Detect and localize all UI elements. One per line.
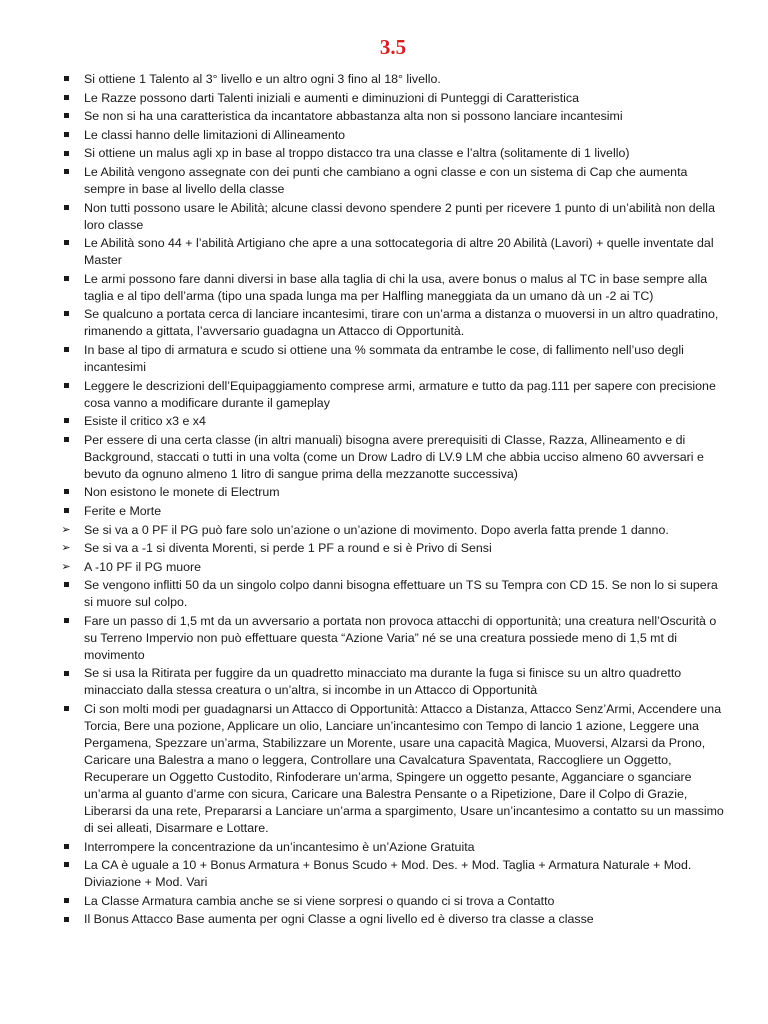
square-bullet-icon [60, 342, 72, 359]
list-item [58, 164, 728, 198]
list-item-text: Se si va a 0 PF il PG può fare solo un’azione o un’azione di movimento. Dopo averla fatta prende 1 danno. [84, 522, 669, 537]
square-bullet-icon [60, 665, 72, 682]
list-item-text: Non tutti possono usare le Abilità; alcune classi devono spendere 2 punti per ricevere 1 punto di un’abilità non della loro classe [84, 200, 715, 232]
list-item [58, 839, 728, 856]
list-item-text: Le classi hanno delle limitazioni di Allineamento [84, 127, 346, 142]
square-bullet-icon [60, 145, 72, 162]
square-bullet-icon [60, 503, 72, 520]
sub-list-item [58, 540, 728, 557]
list-item [58, 911, 728, 928]
list-item-text: Se si usa la Ritirata per fuggire da un quadretto minacciato ma durante la fuga si finisce su un altro quadretto minacciato dalla stessa creatura o un’altra, si incombe in un Attacco di Opportunità [84, 666, 682, 698]
list-item [58, 613, 728, 664]
bullet-list [58, 71, 728, 928]
list-item-text: La Classe Armatura cambia anche se si viene sorpresi o quando ci si trova a Contatto [84, 893, 555, 908]
square-bullet-icon [60, 893, 72, 910]
square-bullet-icon [60, 164, 72, 181]
list-item [58, 342, 728, 376]
square-bullet-icon [60, 857, 72, 874]
list-item-text: Le Razze possono darti Talenti iniziali e aumenti e diminuzioni di Punteggi di Caratteristica [84, 90, 579, 105]
list-item-text: In base al tipo di armatura e scudo si ottiene una % sommata da entrambe le cose, di fallimento nell’uso degli incantesimi [84, 342, 684, 374]
square-bullet-icon [60, 839, 72, 856]
arrow-bullet-icon: ➢ [61, 523, 71, 536]
list-item [58, 71, 728, 88]
list-item [58, 235, 728, 269]
list-item [58, 893, 728, 910]
list-item [58, 200, 728, 234]
list-item [58, 271, 728, 305]
list-item-text: Si ottiene 1 Talento al 3° livello e un altro ogni 3 fino al 18° livello. [84, 72, 441, 86]
list-item-text: Esiste il critico x3 e x4 [84, 414, 206, 429]
list-item [58, 145, 728, 162]
list-item [58, 857, 728, 891]
list-item-text: Se si va a -1 si diventa Morenti, si perde 1 PF a round e si è Privo di Sensi [84, 541, 492, 556]
sub-list-item [58, 522, 728, 539]
square-bullet-icon [60, 200, 72, 217]
list-item [58, 432, 728, 483]
square-bullet-icon [60, 613, 72, 630]
list-item-text: Se non si ha una caratteristica da incantatore abbastanza alta non si possono lanciare incantesimi [84, 109, 623, 124]
list-item [58, 90, 728, 107]
list-item-text: Il Bonus Attacco Base aumenta per ogni Classe a ogni livello ed è diverso tra classe a classe [84, 912, 594, 927]
list-item-text: La CA è uguale a 10 + Bonus Armatura + Bonus Scudo + Mod. Des. + Mod. Taglia + Armatura Naturale + Mod. Diviazione + Mod. Vari [84, 858, 692, 890]
square-bullet-icon [60, 235, 72, 252]
list-item [58, 413, 728, 430]
list-item-text: Ferite e Morte [84, 503, 162, 518]
list-item [58, 108, 728, 125]
list-item-text: Si ottiene un malus agli xp in base al troppo distacco tra una classe e l’altra (solitamente di 1 livello) [84, 146, 630, 161]
square-bullet-icon [60, 127, 72, 144]
list-item [58, 665, 728, 699]
list-item-text: Le armi possono fare danni diversi in base alla taglia di chi la usa, avere bonus o malus al TC in base sempre alla taglia e al tipo dell’arma (tipo una spada lunga ma per Halfling maneggiata da un umano dà un -2 ai TC) [84, 271, 708, 303]
page-title: 3.5 [379, 35, 407, 59]
square-bullet-icon [60, 108, 72, 125]
list-item-text: Le Abilità vengono assegnate con dei punti che cambiano a ogni classe e con un sistema di Cap che aumenta sempre in base al livello della classe [84, 164, 688, 196]
list-item-text: Non esistono le monete di Electrum [84, 485, 280, 500]
sub-list-item [58, 559, 728, 576]
list-item-text: Interrompere la concentrazione da un’incantesimo è un’Azione Gratuita [84, 839, 475, 854]
arrow-bullet-icon: ➢ [61, 542, 71, 555]
arrow-bullet-icon: ➢ [61, 560, 71, 573]
list-item-text: Le Abilità sono 44 + l’abilità Artigiano che apre a una sottocategoria di altre 20 Abilità (Lavori) + quelle inventate dal Master [84, 236, 714, 268]
list-item [58, 503, 728, 520]
square-bullet-icon [60, 701, 72, 718]
square-bullet-icon [60, 413, 72, 430]
square-bullet-icon [60, 484, 72, 501]
list-item [58, 306, 728, 340]
list-item [58, 484, 728, 501]
list-item [58, 127, 728, 144]
list-item-text: Se qualcuno a portata cerca di lanciare incantesimi, tirare con un’arma a distanza o muoversi in un altro quadratino, rimanendo a gittata, l’avversario guadagna un Attacco di Opportunità. [84, 307, 719, 339]
list-item-text: Fare un passo di 1,5 mt da un avversario a portata non provoca attacchi di opportunità; una creatura nell’Oscurità o su Terreno Impervio non può effettuare questa “Azione Varia” né se una creatura possiede meno di 1,5 mt di movimento [84, 613, 717, 662]
list-item-text: A -10 PF il PG muore [84, 559, 202, 574]
square-bullet-icon [60, 577, 72, 594]
list-item [58, 378, 728, 412]
list-item-text: Leggere le descrizioni dell’Equipaggiamento comprese armi, armature e tutto da pag.111 per sapere con precisione cosa vanno a modificare durante il gameplay [84, 378, 716, 410]
list-item [58, 577, 728, 611]
square-bullet-icon [60, 911, 72, 928]
list-item-text: Se vengono inflitti 50 da un singolo colpo danni bisogna effettuare un TS su Tempra con CD 15. Se non lo si supera si muore sul colpo. [84, 578, 718, 610]
list-item [58, 701, 728, 837]
square-bullet-icon [60, 306, 72, 323]
list-item-text: Ci son molti modi per guadagnarsi un Attacco di Opportunità: Attacco a Distanza, Attacco Senz’Armi, Accendere una Torcia, Bere una pozione, Applicare un olio, Lanciare un’incantesimo con Tempo di lancio 1 azione, Leggere una Pergamena, Spezzare un’arma, Stabilizzare un Morente, usare una capacità Magica, Muoversi, Alzarsi da Prono, Caricare una Balestra a mano o leggera, Controllare una Cavalcatura Spaventata, Raccogliere un Oggetto, Recuperare un Oggetto Custodito, Rinfoderare un’arma, Spingere un oggetto pesante, Agganciare o sganciare un’arma al guanto d’arme con sicura, Caricare una Balestra Pensante o a Ripetizione, Dare il Colpo di Grazie, Liberarsi da una rete, Prepararsi a Lanciare un’arma a spargimento, Usare un’incantesimo a contatto su un massimo di sei alleati, Disarmare e Lottare. [84, 702, 724, 836]
square-bullet-icon [60, 432, 72, 449]
square-bullet-icon [60, 271, 72, 288]
square-bullet-icon [60, 71, 72, 88]
list-item-text: Per essere di una certa classe (in altri manuali) bisogna avere prerequisiti di Classe, Razza, Allineamento e di Background, staccati o tutti in una volta (come un Drow Ladro di LV.9 LM che abbia ucciso almeno 60 avversari e bevuto da ognuno almeno 1 litro di sangue prima della mezzanotte successiva) [84, 432, 704, 481]
square-bullet-icon [60, 90, 72, 107]
square-bullet-icon [60, 378, 72, 395]
